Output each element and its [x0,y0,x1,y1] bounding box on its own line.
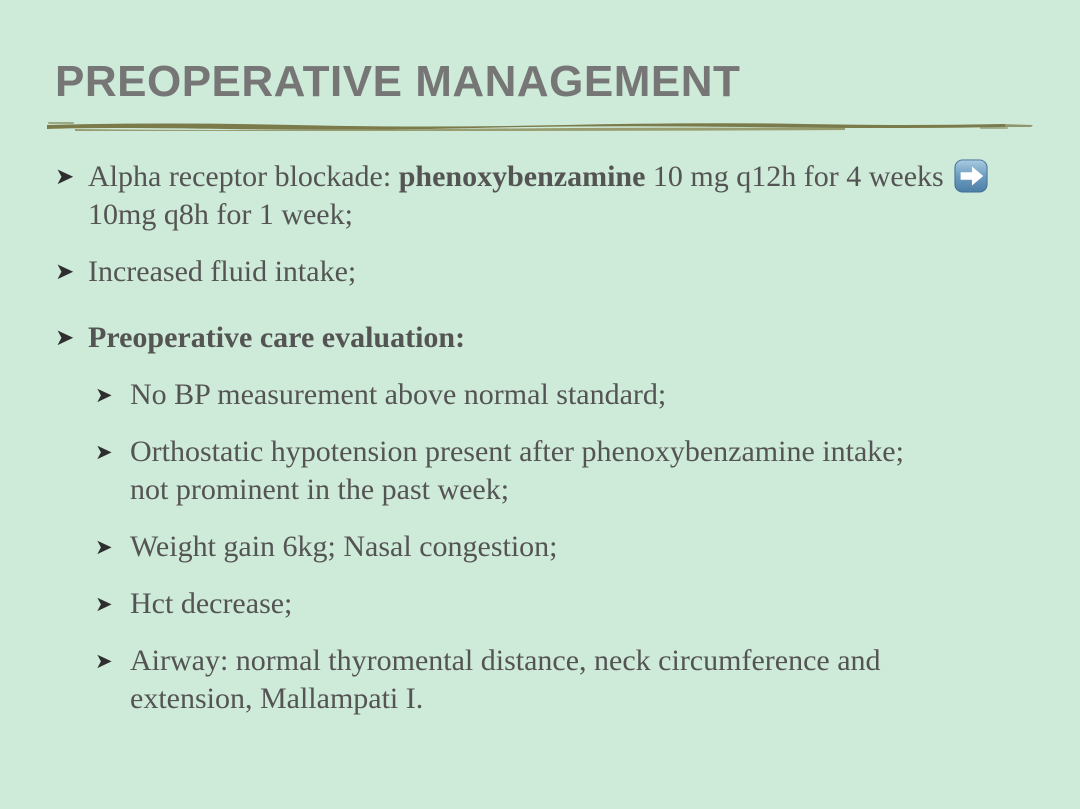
bullet-line: Hct decrease; [130,587,293,620]
bullet-text [130,433,904,509]
sub-bullet-item-bp [95,376,1055,414]
bullet-text [130,585,292,623]
bullet-text [88,319,465,357]
bullet-item-preop-evaluation [55,319,1055,357]
bullet-line-2: extension, Mallampati I. [130,682,424,715]
bullet-line-1: Orthostatic hypotension present after phenoxybenzamine intake; [130,435,904,468]
bullet-arrow-icon: ➤ [95,535,113,559]
text-run-bold-drug-name: phenoxybenzamine [398,160,646,193]
bullet-line: No BP measurement above normal standard; [130,378,667,411]
bullet-line-2: not prominent in the past week; [130,473,510,506]
bullet-text [130,376,666,414]
bullet-arrow-icon: ➤ [95,592,113,616]
bullet-item-alpha-blockade [55,158,1055,234]
bullet-arrow-icon: ➤ [95,649,113,673]
bullet-text [88,253,356,291]
text-run: Alpha receptor blockade: [88,160,399,193]
bullet-line-1: Airway: normal thyromental distance, neck circumference and [130,644,881,677]
bullet-line-heading: Preoperative care evaluation: [88,321,466,354]
bullet-text [130,642,881,718]
bullet-line: Weight gain 6kg; Nasal congestion; [130,530,558,563]
sub-bullet-item-hct [95,585,1055,623]
text-run: 10 mg q12h for 4 weeks [645,160,944,193]
slide-title: PREOPERATIVE MANAGEMENT [55,57,741,106]
sub-bullet-item-airway [95,642,1055,718]
bullet-list [55,158,1055,737]
bullet-arrow-icon: ➤ [55,325,75,351]
bullet-line-2: 10mg q8h for 1 week; [88,198,353,231]
title-underline-brush [45,119,1035,133]
bullet-arrow-icon: ➤ [95,383,113,407]
bullet-item-fluid-intake [55,253,1055,291]
sub-bullet-item-weight-gain [95,528,1055,566]
bullet-arrow-icon: ➤ [95,440,113,464]
bullet-line: Increased fluid intake; [88,255,357,288]
bullet-line-1 [88,158,988,196]
arrow-right-icon [954,159,988,193]
bullet-text [88,158,988,234]
sub-bullet-item-orthostatic [95,433,1055,509]
bullet-arrow-icon: ➤ [55,164,75,190]
bullet-text [130,528,558,566]
bullet-arrow-icon: ➤ [55,259,75,285]
